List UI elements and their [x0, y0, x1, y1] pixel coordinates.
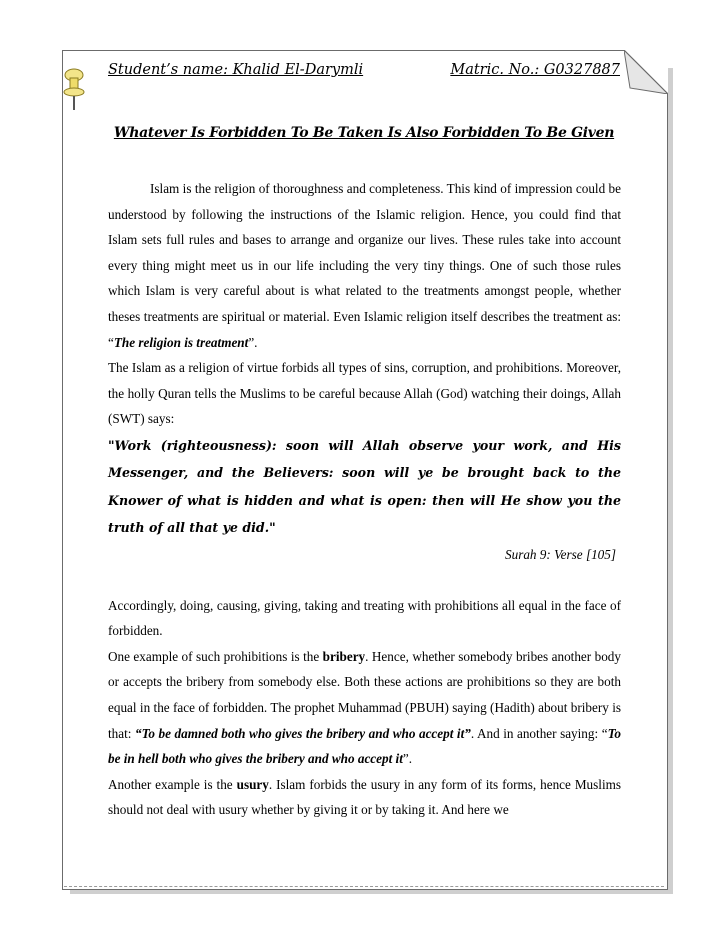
hadith-quote-1: “To be damned both who gives the bribery and who accept it” — [134, 725, 471, 741]
page-fold-icon — [624, 50, 668, 94]
hadith-quote-2: To be in hell both who gives the bribery and who accept it — [108, 725, 621, 767]
essay-body — [108, 176, 621, 823]
keyword-usury: usury — [236, 776, 269, 792]
paragraph-bribery: One example of such prohibitions is the bribery. Hence, whether somebody bribes another body or accepts the bribery from somebody else. Both these actions are prohibitions so they are both equal in the face of forbidden. The prophet Muhammad (PBUH) saying (Hadith) about bribery is that: “To be damned both who gives the bribery and who accept it”. And in another saying: “To be in hell both who gives the bribery and who accept it”. — [108, 648, 621, 767]
keyword-bribery: bribery — [322, 648, 366, 664]
paragraph-virtue: The Islam as a religion of virtue forbids all types of sins, corruption, and prohibitions. Moreover, the holly Quran tells the Muslims to be careful because Allah (God) watching their doings, Allah (SWT) says: — [108, 360, 621, 427]
student-name: Student’s name: Khalid El-Darymli — [108, 62, 364, 78]
page-footer-rule — [64, 886, 664, 887]
emphasis-text: The religion is treatment — [113, 334, 249, 350]
paragraph-usury: Another example is the usury. Islam forbids the usury in any form of its forms, hence Muslims should not deal with usury whether by giving it or by taking it. And here we — [108, 776, 622, 818]
paragraph-accordingly: Accordingly, doing, causing, giving, taking and treating with prohibitions all equal in the face of forbidden. — [108, 597, 621, 639]
quran-reference: Surah 9: Verse [105] — [505, 546, 616, 562]
paragraph-intro: Islam is the religion of thoroughness and completeness. This kind of impression could be understood by following the instructions of the Islamic religion. Hence, you could find that Islam sets full rules and bases to arrange and organize our lives. These rules take into account every thing might meet us in our life including the very tiny things. One of such those rules which Islam is very careful about is what related to the treatments amongst people, whether theses treatments are spiritual or material. Even Islamic religion itself describes the treatment as: “The religion is treatment”. — [108, 181, 621, 350]
push-pin-icon — [62, 66, 86, 116]
essay-title: Whatever Is Forbidden To Be Taken Is Also Forbidden To Be Given — [113, 125, 615, 141]
quran-quote: "Work (righteousness): soon will Allah observe your work, and His Messenger, and the Believers: soon will ye be brought back to the Knower of what is hidden and what is open: then will He show you the truth of all that ye did." — [108, 437, 621, 536]
matric-number: Matric. No.: G0327887 — [450, 62, 620, 78]
page-header — [108, 62, 620, 78]
